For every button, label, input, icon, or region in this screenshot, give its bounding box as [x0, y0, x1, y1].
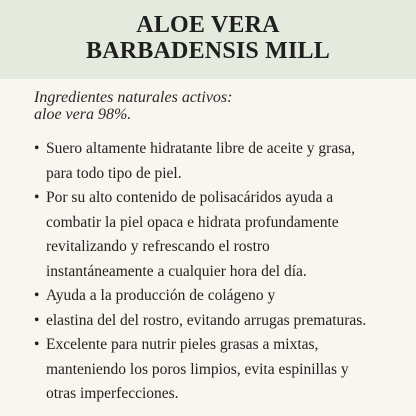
benefit-text-line: manteniendo los poros limpios, evita espinillas y: [46, 360, 349, 378]
benefit-text-line: Ayuda a la producción de colágeno y: [46, 287, 276, 304]
benefit-text-line: Excelente para nutrir pieles grasas a mixtas,: [46, 336, 319, 353]
benefits-list: [34, 137, 408, 407]
benefit-text-line: otras imperfecciones.: [46, 385, 179, 402]
benefit-item-hydrating: [34, 137, 408, 186]
ingredients-value: aloe vera 98%.: [34, 106, 132, 123]
benefit-item-polysaccharides: [34, 186, 408, 284]
bullet-icon: •: [34, 189, 40, 206]
benefit-item-elastin: [34, 309, 408, 334]
bullet-icon: •: [34, 140, 40, 157]
benefit-text-line: instantáneamente a cualquier hora del día.: [46, 262, 307, 280]
bullet-icon: •: [34, 311, 40, 329]
ingredients-heading: Ingredientes naturales activos:: [34, 89, 233, 106]
product-title-line-2: BARBADENSIS MILL: [86, 38, 330, 64]
benefit-item-collagen: [34, 284, 408, 309]
benefit-text-line: elastina del del rostro, evitando arrugas prematuras.: [46, 311, 367, 329]
benefit-text-line: Suero altamente hidratante libre de aceite y grasa,: [46, 140, 355, 157]
active-ingredients-note: [34, 89, 404, 123]
benefit-text-line: para todo tipo de piel.: [46, 164, 182, 182]
benefit-text-line: Por su alto contenido de polisacáridos ayuda a: [46, 189, 334, 206]
benefit-text-line: combatir la piel opaca e hidrata profundamente: [46, 213, 339, 231]
benefit-item-oily-skin: [34, 333, 408, 407]
bullet-icon: •: [34, 287, 40, 304]
benefit-text-line: revitalizando y refrescando el rostro: [46, 238, 270, 255]
product-title-line-1: ALOE VERA: [136, 12, 280, 38]
title-banner: [0, 0, 416, 79]
bullet-icon: •: [34, 336, 40, 353]
